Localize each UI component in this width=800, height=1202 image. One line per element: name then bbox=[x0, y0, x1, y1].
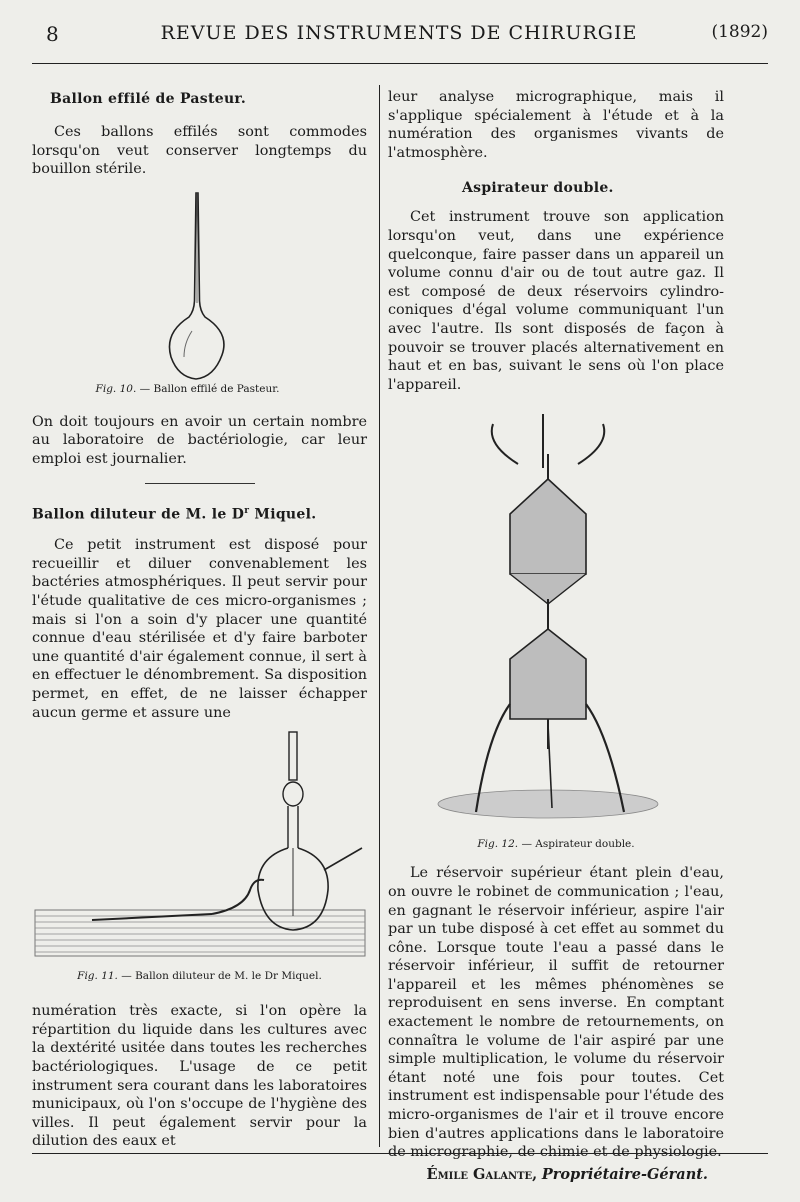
running-title: REVUE DES INSTRUMENTS DE CHIRURGIE bbox=[160, 22, 638, 44]
heading-miquel-part-a: Ballon diluteur de M. le D bbox=[32, 506, 245, 523]
section-heading-pasteur: Ballon effilé de Pasteur. bbox=[50, 91, 246, 107]
column-divider bbox=[379, 85, 380, 1147]
figure-12-title: — Aspirateur double. bbox=[521, 838, 635, 851]
publisher-role: Propriétaire-Gérant. bbox=[541, 1166, 708, 1183]
figure-10-caption bbox=[8, 383, 367, 395]
figure-11-title: — Ballon diluteur de M. le Dr Miquel. bbox=[121, 970, 322, 983]
header-rule bbox=[32, 63, 768, 64]
figure-10-title: — Ballon effilé de Pasteur. bbox=[139, 382, 280, 395]
figure-12-caption bbox=[388, 838, 724, 850]
section-heading-miquel bbox=[32, 506, 367, 523]
figure-11-miquel-flask bbox=[32, 730, 367, 970]
footer-imprint bbox=[427, 1166, 708, 1183]
page-number: 8 bbox=[46, 22, 59, 46]
publisher-name: Émile Galante, bbox=[426, 1166, 538, 1183]
figure-10-pasteur-flask bbox=[32, 183, 367, 395]
heading-miquel-part-b: Miquel. bbox=[249, 506, 317, 523]
footer-rule bbox=[32, 1153, 768, 1154]
figure-11-caption bbox=[32, 970, 367, 982]
figure-12-double-aspirator bbox=[388, 404, 724, 844]
right-column bbox=[388, 88, 724, 1162]
section-separator bbox=[145, 483, 255, 484]
figure-12-number: Fig. 12. bbox=[477, 838, 519, 851]
figure-11-number: Fig. 11. bbox=[77, 970, 118, 983]
paragraph-pasteur: Ces ballons effilés sont commodes lorsqu'on veut conserver longtemps du bouillon stérile. bbox=[32, 124, 367, 178]
page-header bbox=[30, 22, 768, 52]
paragraph-miquel-cont: numération très exacte, si l'on opère la répartition du liquide dans les cultures avec la dextérité usitée dans toutes les recherches bactériologiques. L'usage de ce petit instrument sera courant dans les laboratoires municipaux, où l'on s'occupe de l'hygiène des villes. Il peut également servir pour la dilution des eaux et bbox=[32, 1003, 367, 1150]
paragraph-miquel: Ce petit instrument est disposé pour recueillir et diluer convenablement les bactéries atmosphériques. Il peut servir pour l'étude qualitative de ces micro-organismes ; mais si l'on a soin d'y placer une quantité connue d'eau stérilisée et d'y faire barboter une quantité d'air également connue, il sert à en effectuer le dénombrement. Sa disposition permet, en effet, de ne laisser échapper aucun germe et assure une bbox=[32, 537, 367, 721]
section-heading-aspirateur: Aspirateur double. bbox=[462, 180, 614, 197]
paragraph-aspirateur: Cet instrument trouve son application lorsqu'on veut, dans une expérience quelconque, faire passer dans un appareil un volume connu d'air ou de tout autre gaz. Il est composé de deux réservoirs cylindro-coniques d'égal volume communiquant l'un avec l'autre. Ils sont disposés de façon à pouvoir se trouver placés alternativement en haut et en bas, suivant le sens où l'on place l'appareil. bbox=[388, 209, 724, 393]
paragraph-pasteur-after: On doit toujours en avoir un certain nombre au laboratoire de bactériologie, car leur emploi est journalier. bbox=[32, 413, 367, 467]
figure-10-number: Fig. 10. bbox=[95, 382, 137, 395]
paragraph-aspirateur-after: Le réservoir supérieur étant plein d'eau, on ouvre le robinet de communication ; l'eau, en gagnant le réservoir inférieur, aspire l'air par un tube disposé à cet effet au sommet du cône. Lorsque toute l'eau a passé dans le réservoir inférieur, il suffit de retourner l'appareil et les mêmes phénomènes se reproduisent en sens inverse. En comptant exactement le nombre de retournements, on connaîtra le volume de l'air aspiré par une simple multiplication, le volume du réservoir étant noté une fois pour toutes. Cet instrument est indispensable pour l'étude des micro-organismes de l'air et il trouve encore bien d'autres applications dans le laboratoire de micrographie, de chimie et de physiologie. bbox=[388, 865, 724, 1161]
heading-miquel-superscript: r bbox=[244, 505, 250, 516]
year: (1892) bbox=[711, 22, 768, 42]
left-column bbox=[32, 88, 367, 1151]
paragraph-continued: leur analyse micrographique, mais il s'applique spécialement à l'étude et à la numération des organismes vivants de l'atmosphère. bbox=[388, 89, 724, 161]
